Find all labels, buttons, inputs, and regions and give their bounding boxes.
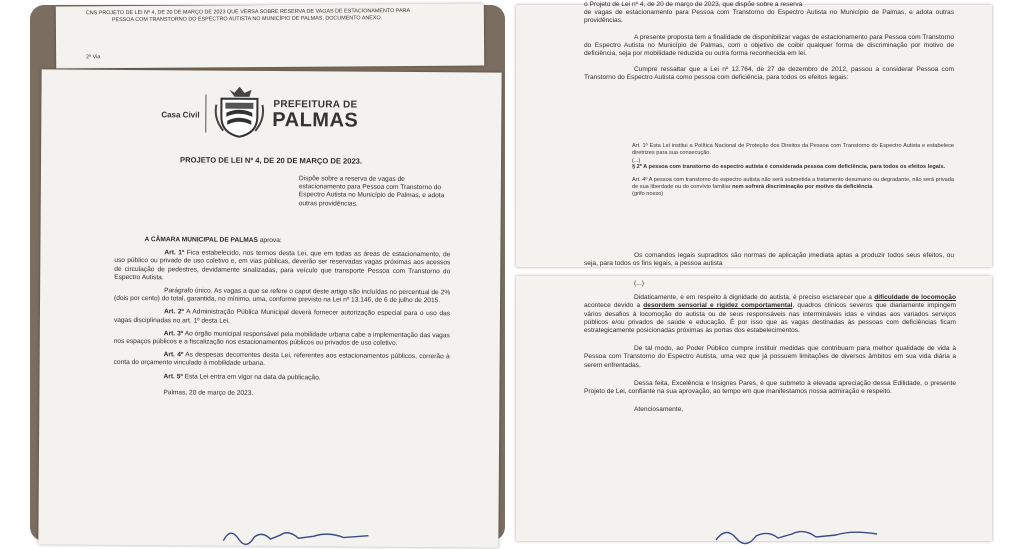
art4-label: Art. 4º — [163, 351, 184, 359]
art3-text: Ao órgão municipal responsável pela mobilidade urbana cabe a implementação das vagas nos espaços públicos e a fiscalização nos estacionamentos públicos ou privados de uso coletivo. — [113, 330, 450, 347]
law-project-page — [38, 69, 501, 547]
art4-text: As despesas decorrentes desta Lei, referentes aos estacionamentos públicos, correrão à conta do orçamento vinculado à mobilidade urbana. — [113, 351, 450, 368]
quote-ellipsis: (...) — [632, 157, 641, 164]
right-bottom-photo — [516, 276, 992, 541]
quote-grifo: (grifo nosso) — [632, 190, 664, 197]
comandos-legais-paragraph: Os comandos legais supraditos são normas de aplicação imediata aptas a produzir todos seus efeitos, ou seja, para todos os fins legais, a pessoa autista — [584, 252, 954, 268]
paragrafo-unico: Parágrafo único. As vagas a que se refere o caput deste artigo são incluídas no percentual de 2% (dois por cento) do total, garantida, no mínimo, uma, conforme previsto na Lei nº 13.146, de 6 de julho de 2015. — [114, 287, 451, 305]
quote-paragraph-2: § 2º A pessoa com transtorno do espectro autista é considerada pessoa com deficiência, para todos os efeitos legais. — [632, 164, 946, 171]
underlined-desordem: desordem sensorial e rigidez comportamental — [643, 302, 793, 310]
handwritten-signature-2 — [712, 524, 882, 546]
quote-art4-emphasis: nem sofrerá discriminação por motivo da deficiência — [732, 183, 873, 190]
palmas-coat-of-arms-icon — [213, 85, 265, 139]
quote-art4 — [632, 177, 954, 191]
intro-paragraph: de vagas de estacionamento para Pessoa com Transtorno do Espectro Autista no Município de Palmas, e adota outras providências. — [584, 9, 954, 25]
art1-label: Art. 1º — [164, 249, 185, 257]
camara-paragraph — [114, 236, 450, 247]
art2-text: A Administração Pública Municipal deverá fornecer autorização especial para o uso das vagas disciplinadas no art. 1º desta Lei. — [113, 308, 451, 325]
closing-line: Atenciosamente, — [634, 406, 684, 414]
justification-top-text — [584, 1, 954, 88]
didaticamente-paragraph — [584, 294, 956, 335]
art3-paragraph — [114, 330, 450, 349]
art5-paragraph — [113, 373, 449, 384]
finalidade-paragraph: A presente proposta tem a finalidade de disponibilizar vagas de estacionamento para Pessoa com Transtorno do Espectro Autista no Município de Palmas, com o objetivo de coibir qualquer forma de discriminação por motivo de deficiência, seja por mobilidade reduzida ou outra forma reconhecida em lei. — [584, 33, 954, 58]
previous-page-header — [86, 8, 466, 24]
didaticamente-end: , quadros clínicos severos que diariamente impingem vários desafios à locomoção do autista ou de seus responsáveis nas intermináveis idas e vindas aos variados serviços públicos e/ou privados de saúde e educação. É por isso que as vagas destinadas às pessoas com deficiências ficam estrategicamente posicionadas próximas às portas dos estabelecimentos. — [584, 302, 956, 335]
lei-12764-paragraph: Cumpre ressaltar que a Lei nº 12.764, de 27 de dezembro de 2012, passou a considerar Pessoa com Transtorno do Espectro Autista como pessoa com deficiência, para todos os efeitos legais: — [584, 66, 954, 82]
de-tal-modo-paragraph: De tal modo, ao Poder Público cumpre instituir medidas que contribuam para melhor qualidade de vida à Pessoa com Transtorno do Espectro Autista, uma vez que já possuem limitações de diversos âmbitos em sua vida diária a serem enfrentadas. — [584, 345, 956, 369]
date-line: Palmas, 20 de março de 2023. — [163, 389, 254, 397]
justification-page-2 — [516, 276, 992, 541]
previous-page-mark: 2ª Via — [86, 54, 101, 61]
justification-page-1 — [516, 1, 992, 268]
art2-paragraph — [114, 308, 450, 327]
law-ementa: Dispõe sobre a reserva de vagas de estacionamento para Pessoa com Transtorno do Espectro Autista no Município de Palmas, e adota outras providências. — [298, 175, 445, 208]
art5-text: Esta Lei entra em vigor na data da publicação. — [182, 373, 321, 381]
underlined-dificuldade: dificuldade de locomoção — [874, 294, 956, 302]
art1-paragraph — [114, 249, 450, 284]
camara-bold: A CÂMARA MUNICIPAL DE PALMAS — [144, 236, 258, 244]
casa-civil-label: Casa Civil — [161, 110, 200, 120]
law-title: PROJETO DE LEI Nº 4, DE 20 DE MARÇO DE 2023. — [180, 155, 363, 166]
law-body — [113, 236, 450, 404]
letterhead-divider — [205, 95, 206, 133]
didaticamente-mid: acontece devido a — [584, 302, 644, 310]
camara-rest: aprova: — [257, 236, 282, 245]
quote-art4-start: Art. 4º A pessoa com transtorno do espectro autista não será submetida a tratamento desumano ou degradante, não será privada de sua liberdade ou do convívio familiar — [632, 177, 954, 190]
art3-label: Art. 3º — [163, 330, 184, 338]
previous-page-sheet — [56, 4, 484, 69]
handwritten-signature — [218, 523, 378, 548]
ellipsis-line: (...) — [634, 280, 644, 287]
art4-paragraph — [114, 351, 450, 370]
art2-label: Art. 2º — [163, 308, 184, 316]
intro-line-a: o Projeto de Lei nº 4, de 20 de março de 2023, que dispõe sobre a reserva — [584, 1, 803, 8]
art1-text: Fica estabelecido, nos termos desta Lei, que em todas as áreas de estacionamento, de uso público ou privado de uso coletivo e, em vias públicas, deverão ser reservadas vagas próximas aos acessos de circulação de pedestres, devidamente sinalizadas, para veículo que transporte Pessoa com Transtorno do Espectro Autista. — [114, 249, 451, 282]
legal-quote — [632, 143, 954, 198]
letterhead — [161, 82, 401, 144]
left-photo — [30, 5, 505, 541]
header-line-2: PESSOA COM TRANSTORNO DO ESPECTRO AUTISTA NO MUNICÍPIO DE PALMAS, DOCUMENTO ANEXO. — [111, 14, 383, 23]
palmas-label: PALMAS — [272, 109, 359, 132]
dessa-feita-paragraph: Dessa feita, Excelência e Insignes Pares, é que submeto à elevada apreciação dessa Edilidade, o presente Projeto de Lei, confiante na sua aprovação, ao tempo em que manifestamos nossa admiração e respeito. — [584, 379, 956, 396]
didaticamente-start: Didaticamente, e em respeito à dignidade do autista, é preciso esclarecer que a — [634, 294, 875, 302]
art5-label: Art. 5º — [163, 372, 183, 381]
header-line-1: CNS PROJETO DE LEI Nº 4, DE 20 DE MARÇO DE 2023 QUE VERSA SOBRE RESERVA DE VAGAS DE ESTACIONAMENTO PARA — [85, 8, 411, 17]
right-top-photo — [516, 1, 992, 268]
quote-art1: Art. 1º Esta Lei institui a Política Nacional de Proteção dos Direitos da Pessoa com Transtorno do Espectro Autista e estabelece diretrizes para sua consecução. — [632, 143, 954, 156]
justification-bottom-text — [584, 280, 956, 419]
prefeitura-de-label: PREFEITURA DE — [273, 99, 358, 111]
